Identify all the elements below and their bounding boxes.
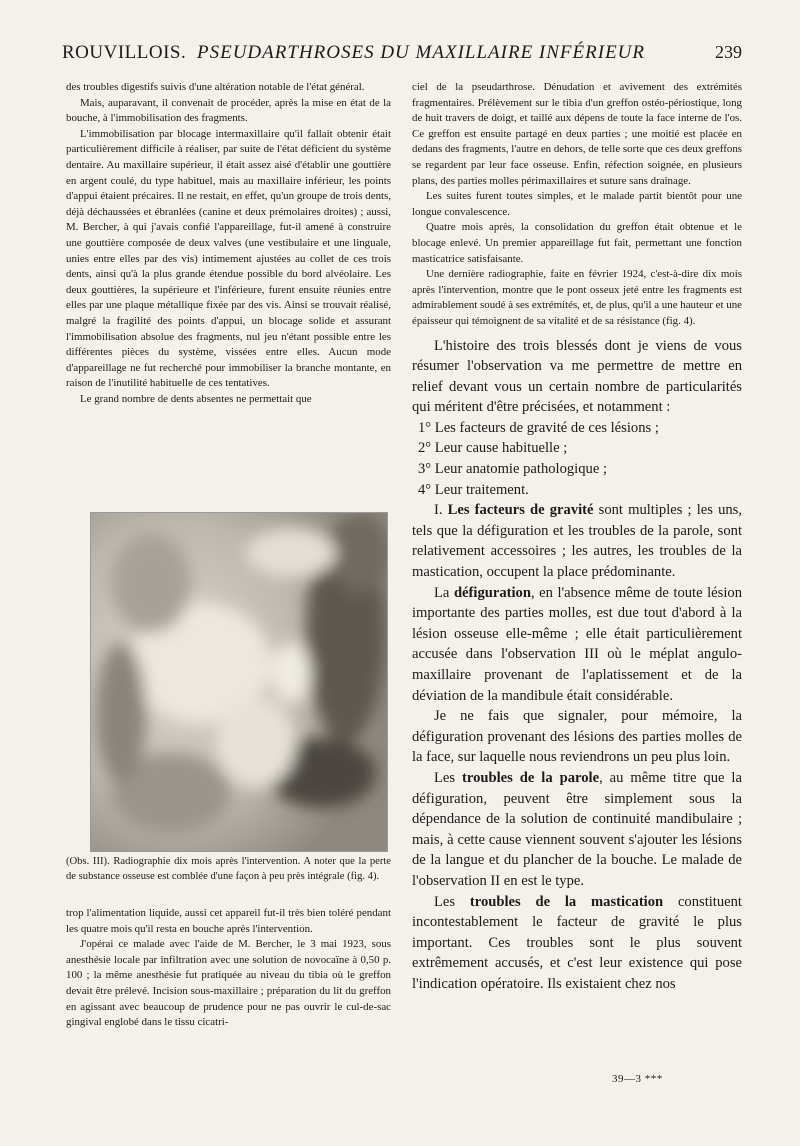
paragraph: J'opérai ce malade avec l'aide de M. Bercher, le 3 mai 1923, sous anesthésie locale par infiltration avec une solution de novocaïne à 0,50 p. 100 ; la même anesthésie fut pratiquée au niveau du tibia où le greffon devait être prélevé. Incision sous-maxillaire ; préparation du lit du greffon en agissant avec beaucoup de prudence pour ne pas ouvrir le cul-de-sac gingival englobé dans le tissu cicatri- (66, 938, 391, 1029)
paragraph (412, 768, 742, 892)
paragraph: des troubles digestifs suivis d'une altération notable de l'état général. (66, 81, 365, 93)
figure-caption: (Obs. III). Radiographie dix mois après l'intervention. A noter que la perte de substance osseuse est comblée d'une façon à peu près intégrale (fig. 4). (66, 856, 391, 882)
list-item: 2° Leur cause habituelle ; (418, 440, 568, 457)
paragraph: ciel de la pseudarthrose. Dénudation et avivement des extrémités fragmentaires. Prélèvement sur le tibia d'un greffon ostéo-périostique, long de huit travers de doigt, et taillé aux dépens de toute la face interne de l'os. Ce greffon est ensuite partagé en deux parties ; une moitié est placée en dedans des fragments, l'autre en dehors, de telle sorte que ces deux greffons se regardent par leur face osseuse. Enfin, réfection soignée, en plusieurs plans, des parties molles périmaxillaires et suture sans drainage. (412, 81, 742, 187)
paragraph: Quatre mois après, la consolidation du greffon était obtenue et le blocage enlevé. Un premier appareillage fut fait, permettant une fonction masticatrice satisfaisante. (412, 221, 742, 265)
left-column-bottom (66, 906, 391, 1031)
signature-mark: 39—3 *** (612, 1073, 663, 1085)
radiograph-image (91, 513, 387, 851)
left-column-top (66, 80, 391, 407)
header-author: ROUVILLOIS. (62, 42, 187, 63)
section-heading: troubles de la parole (462, 769, 600, 786)
section-heading: défiguration (453, 584, 531, 601)
section-heading: troubles de la mastication (469, 893, 664, 910)
list-item: 3° Leur anatomie pathologique ; (418, 461, 608, 478)
paragraph: L'histoire des trois blessés dont je viens de vous résumer l'observation va me permettre de mettre en relief devant vous un certain nombre de particularités qui méritent d'être précisées, et notamment : (412, 337, 742, 416)
paragraph (412, 500, 742, 582)
radiograph-figure (90, 512, 388, 852)
text-run: Les (434, 769, 463, 786)
page-number: 239 (715, 42, 742, 62)
paragraph: Une dernière radiographie, faite en février 1924, c'est-à-dire dix mois après l'intervention, montre que le pont osseux jeté entre les fragments est admirablement soudé à ses extrémités, et, de plus, qu'il a une hauteur et une épaisseur qui témoignent de sa vitalité et de sa résistance (fig. 4). (412, 268, 742, 327)
text-run: sont multiples ; les uns, tels que la défiguration et les troubles de la parole, sont relativement accessoires ; les autres, les troubles de la mastication, occupent la place prédominante. (412, 502, 742, 581)
paragraph: Mais, auparavant, il convenait de procéder, après la mise en état de la bouche, à l'immobilisation des fragments. (66, 96, 391, 125)
text-run: , en l'absence même de toute lésion importante des parties molles, est due tout d'abord à la lésion osseuse elle-même ; elle était particulièrement accusée dans l'observation III où le méplat angulo-maxillaire provenant de l'aplatissement et de la déviation de la mandibule était considérable. (412, 584, 742, 704)
running-header (62, 42, 742, 68)
paragraph: trop l'alimentation liquide, aussi cet appareil fut-il très bien toléré pendant les quatre mois qu'il resta en bouche après l'intervention. (66, 907, 391, 935)
header-title: PSEUDARTHROSES DU MAXILLAIRE INFÉRIEUR (197, 42, 646, 63)
list-item: 4° Leur traitement. (418, 481, 529, 498)
right-column (412, 80, 742, 995)
paragraph: Les suites furent toutes simples, et le malade partit bientôt pour une longue convalescence. (412, 190, 742, 218)
text-run: I. (434, 502, 448, 519)
text-run: La (434, 584, 454, 601)
section-heading: Les facteurs de gravité (447, 502, 594, 519)
paragraph: L'immobilisation par blocage intermaxillaire qu'il fallait obtenir était particulièrement difficile à réaliser, par suite de l'état déficient du système dentaire. Au maxillaire supérieur, il était assez aisé d'établir une gouttière en argent coulé, du type habituel, mais au maxillaire inférieur, les points d'appui étaient précaires. Il ne restait, en effet, qu'un groupe de trois dents, déjà déchaussées et ébranlées (canine et deux prémolaires droites) ; aussi, M. Bercher, à qui j'avais confié l'appareillage, fut-il amené à construire une gouttière composée de deux valves (une vestibulaire et une linguale, unies entre elles par des vis) intimement ajustées au collet de ces trois dents, ainsi qu'à la plus grande étendue possible du bord alvéolaire. Les deux gouttières, la supérieure et l'inférieure, furent ensuite réunies entre elles par une plaque métallique fixée par des vis. Ainsi se trouvait réalisé, malgré la fragilité des points d'appui, un blocage solide et assurant l'immobilisation absolue des fragments, nul jeu n'étant possible entre les différentes pièces du système, vissées entre elles. Aucun mode d'appareillage ne fut recherché pour immobiliser la branche montante, en raison de l'inutilité habituelle de ces tentatives. (66, 127, 391, 390)
text-run: Les (434, 893, 470, 910)
text-run: constituent incontestablement le facteur de gravité le plus important. Ces troubles sont le plus souvent extrêmement accusés, et c'est leur existence qui pose l'indication opératoire. Ils existaient chez nos (412, 893, 742, 992)
text-run: , au même titre que la défiguration, peuvent être simplement sous la dépendance de la solution de continuité mandibulaire ; mais, à cette cause viennent souvent s'ajouter les lésions de la langue et du plancher de la bouche. Le malade de l'observation II en est le type. (412, 769, 742, 889)
list-item: 1° Les facteurs de gravité de ces lésions ; (418, 419, 659, 436)
paragraph: Le grand nombre de dents absentes ne permettait que (80, 392, 312, 405)
paragraph (412, 583, 742, 707)
paragraph: Je ne fais que signaler, pour mémoire, la défiguration provenant des lésions des parties molles de la face, sur laquelle nous reviendrons un peu plus loin. (412, 708, 742, 766)
paragraph (412, 892, 742, 995)
